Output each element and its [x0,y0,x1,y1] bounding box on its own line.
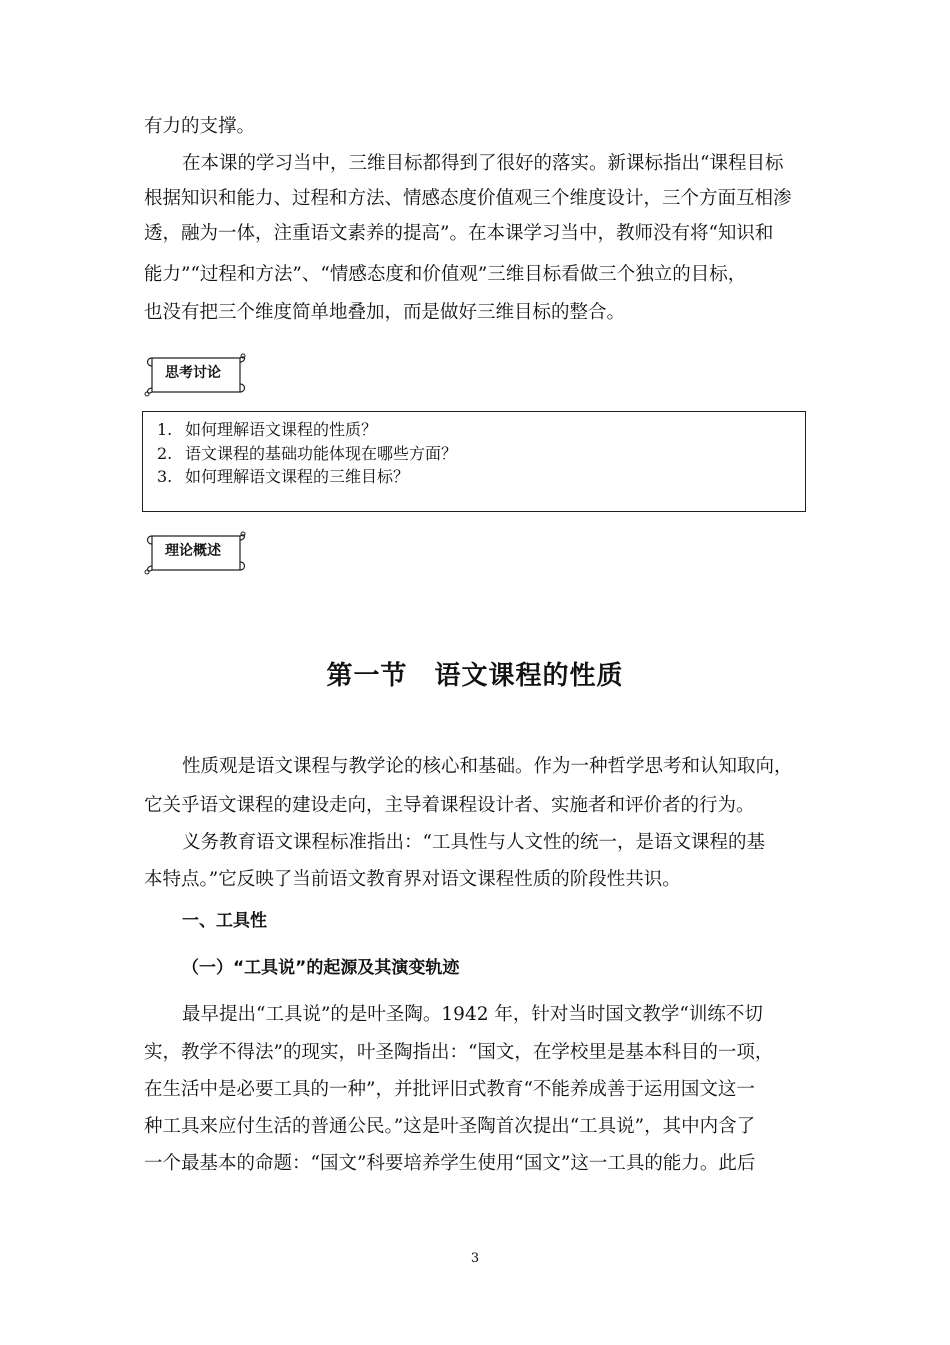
paragraph-line: 有力的支撑。 [144,116,256,137]
question-text: 如何理解语文课程的性质？ [185,420,378,439]
paragraph-line: 种工具来应付生活的普通公民。”这是叶圣陶首次提出“工具说”，其中内含了 [144,1116,756,1137]
question-number: 1. [157,420,173,439]
question-item [157,441,457,464]
paragraph-line: 一个最基本的命题：“国文”科要培养学生使用“国文”这一工具的能力。此后 [144,1153,756,1174]
discussion-scroll-label [142,352,246,398]
heading-level2: （一）“工具说”的起源及其演变轨迹 [182,958,460,978]
paragraph-line: 能力”“过程和方法”、“情感态度和价值观”三维目标看做三个独立的目标， [144,264,747,285]
question-text: 如何理解语文课程的三维目标？ [185,467,410,486]
question-number: 3. [157,467,173,486]
question-number: 2. [157,444,173,463]
paragraph-line: 透，融为一体，注重语文素养的提高”。在本课学习当中，教师没有将“知识和 [144,223,774,244]
heading-level1: 一、工具性 [182,911,267,931]
paragraph-line: 也没有把三个维度简单地叠加，而是做好三维目标的整合。 [144,302,626,323]
paragraph-line: 它关乎语文课程的建设走向，主导着课程设计者、实施者和评价者的行为。 [144,795,755,816]
paragraph-line: 最早提出“工具说”的是叶圣陶。1942 年，针对当时国文教学“训练不切 [182,1004,763,1025]
theory-scroll-label [142,530,246,576]
paragraph-line: 根据知识和能力、过程和方法、情感态度价值观三个维度设计，三个方面互相渗 [144,188,792,209]
question-item [157,464,409,487]
paragraph-line: 本特点。”它反映了当前语文教育界对语文课程性质的阶段性共识。 [144,869,681,890]
question-text: 语文课程的基础功能体现在哪些方面？ [185,444,458,463]
discussion-questions-box [142,411,806,512]
paragraph-line: 在生活中是必要工具的一种”，并批评旧式教育“不能养成善于运用国文这一 [144,1079,755,1100]
section-title: 第一节 语文课程的性质 [326,661,624,691]
paragraph-line: 义务教育语文课程标准指出：“工具性与人文性的统一，是语文课程的基 [182,832,765,853]
page-number: 3 [470,1251,480,1266]
scroll-label-text: 思考讨论 [165,365,221,381]
paragraph-line: 实，教学不得法”的现实，叶圣陶指出：“国文，在学校里是基本科目的一项， [144,1042,774,1063]
paragraph-line: 在本课的学习当中，三维目标都得到了很好的落实。新课标指出“课程目标 [182,153,784,174]
paragraph-line: 性质观是语文课程与教学论的核心和基础。作为一种哲学思考和认知取向， [182,756,793,777]
question-item [157,417,377,440]
scroll-label-text: 理论概述 [165,543,221,559]
